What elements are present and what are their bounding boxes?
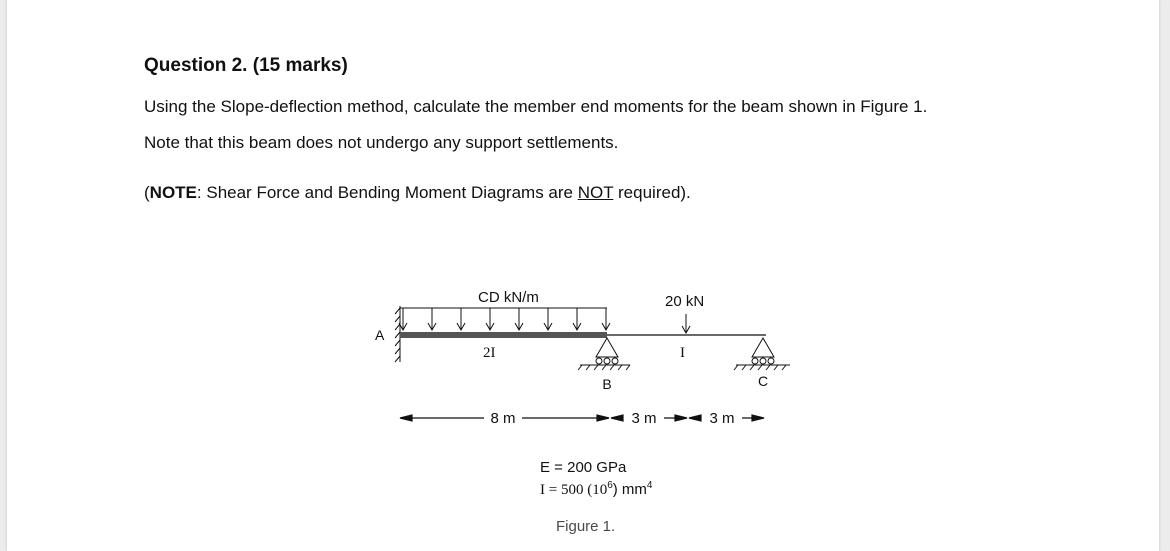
inertia-unit-exponent: 4 bbox=[646, 480, 653, 491]
udl-label: CD kN/m bbox=[478, 289, 539, 306]
note-end: required). bbox=[613, 183, 691, 202]
inertia-label-ab: 2I bbox=[483, 345, 496, 361]
question-text-line2: Note that this beam does not undergo any support settlements. bbox=[144, 133, 619, 152]
note-mid: : Shear Force and Bending Moment Diagrams are bbox=[196, 183, 578, 202]
point-load-label: 20 kN bbox=[665, 293, 705, 310]
inertia-prefix: I = 500 (10 bbox=[540, 482, 608, 498]
roller-support-c bbox=[734, 338, 790, 370]
note-open: ( bbox=[144, 183, 150, 202]
dim-label-ab: 8 m bbox=[490, 410, 516, 427]
label-support-c: C bbox=[757, 373, 769, 389]
fixed-support-a bbox=[395, 306, 400, 362]
modulus-text: E = 200 GPa bbox=[540, 459, 627, 476]
dim-label-load-c: 3 m bbox=[709, 410, 735, 427]
point-load-arrow bbox=[682, 314, 690, 333]
inertia-exponent: 6 bbox=[607, 480, 613, 491]
note-underline: NOT bbox=[577, 183, 614, 202]
roller-support-b bbox=[578, 338, 630, 370]
question-text-line1: Using the Slope-deflection method, calculate the member end moments for the beam shown in Figure 1. bbox=[144, 97, 928, 116]
dim-label-b-load: 3 m bbox=[631, 410, 657, 427]
inertia-label-bc: I bbox=[680, 345, 685, 361]
beam-segment-ab bbox=[400, 332, 607, 338]
label-support-b: B bbox=[602, 376, 612, 392]
label-support-a: A bbox=[375, 327, 385, 343]
question-title: Question 2. (15 marks) bbox=[144, 55, 348, 76]
figure-caption: Figure 1. bbox=[556, 518, 616, 535]
note-bold: NOTE bbox=[149, 183, 197, 202]
distributed-load bbox=[399, 308, 610, 330]
inertia-text bbox=[540, 480, 653, 498]
inertia-suffix: ) mm bbox=[612, 481, 647, 498]
